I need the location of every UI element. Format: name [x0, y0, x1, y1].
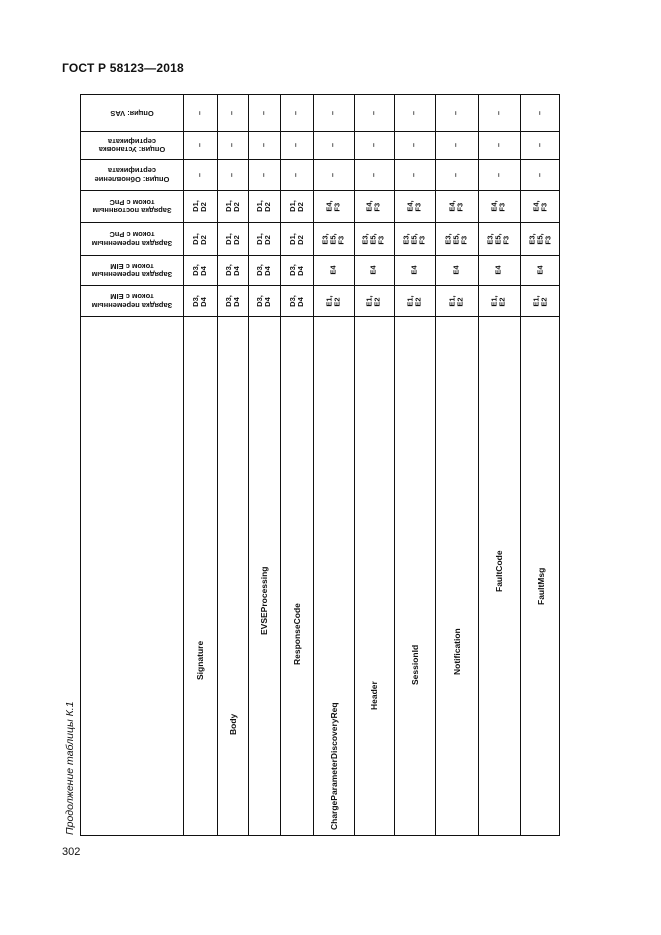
cell-value: –	[328, 110, 338, 116]
cell-value: D1, D2	[254, 200, 272, 212]
element-name: FaultCode	[494, 550, 504, 592]
table-cell	[478, 255, 520, 285]
document-header: ГОСТ Р 58123—2018	[62, 61, 184, 75]
element-name: FaultMsg	[535, 567, 546, 605]
cell-value: –	[368, 172, 378, 177]
cell-value: D1, D2	[223, 232, 241, 245]
cell-value: D3, D4	[287, 294, 305, 307]
table-cell	[394, 159, 435, 190]
cell-value: D3, D4	[287, 264, 305, 276]
table-cell	[520, 159, 561, 190]
element-name: ChargeParameterDiscoveryReq	[328, 702, 339, 830]
cell-value: –	[227, 110, 237, 116]
cell-value: D1, D2	[254, 232, 272, 245]
table-cell	[313, 222, 354, 255]
cell-value: E4, F3	[489, 200, 507, 212]
table-cell	[478, 131, 520, 159]
table-cell	[248, 285, 280, 316]
table-cell	[280, 285, 313, 316]
cell-value: –	[535, 142, 545, 148]
cell-value: –	[409, 110, 419, 116]
cell-value: –	[194, 172, 204, 177]
table-cell	[313, 255, 354, 285]
column-header: Опция: VAS	[110, 109, 154, 119]
column-header: Зарядка переменным током с EIM	[91, 292, 173, 310]
table-cell	[183, 222, 217, 255]
table-cell	[394, 190, 435, 222]
table-cell	[280, 222, 313, 255]
cell-value: E4	[369, 265, 378, 275]
cell-value: E3, E5, F3	[485, 232, 511, 245]
table-cell	[217, 131, 248, 159]
table-cell	[217, 190, 248, 222]
cell-value: –	[258, 110, 268, 116]
table-cell	[280, 190, 313, 222]
cell-value: E4, F3	[447, 200, 465, 212]
column-header: Опция: Установка сертификата	[98, 137, 166, 155]
table-continuation-caption: Продолжение таблицы К.1	[64, 701, 76, 835]
cell-value: E4, F3	[324, 200, 342, 212]
row-divider	[81, 316, 559, 317]
table-cell	[354, 285, 394, 316]
cell-value: D3, D4	[190, 264, 208, 276]
cell-value: D1, D2	[223, 200, 241, 212]
cell-value: –	[291, 142, 301, 148]
cell-value: E4	[328, 265, 338, 275]
cell-value: –	[493, 110, 503, 116]
cell-value: E1, E2	[447, 294, 465, 307]
table-cell	[217, 159, 248, 190]
table-cell	[183, 159, 217, 190]
table-cell	[478, 95, 520, 131]
cell-value: E3, E5, F3	[360, 232, 386, 245]
table-cell	[248, 131, 280, 159]
table-cell	[313, 285, 354, 316]
table-cell	[354, 222, 394, 255]
table-cell	[313, 95, 354, 131]
cell-value: E3, E5, F3	[443, 232, 469, 245]
table-cell	[248, 159, 280, 190]
element-name: Signature	[195, 640, 205, 680]
table-cell	[183, 255, 217, 285]
cell-value: –	[535, 172, 545, 177]
cell-value: –	[493, 172, 503, 177]
table-cell	[248, 190, 280, 222]
cell-value: D3, D4	[254, 264, 272, 276]
cell-value: –	[451, 172, 461, 177]
table-cell	[354, 159, 394, 190]
table-cell	[280, 159, 313, 190]
column-header: Зарядка переменным током с EIM	[91, 262, 173, 280]
table-cell	[217, 95, 248, 131]
table-cell	[183, 95, 217, 131]
cell-value: –	[194, 110, 204, 116]
cell-value: –	[493, 142, 503, 148]
table-cell	[354, 131, 394, 159]
table-cell	[354, 190, 394, 222]
cell-value: D3, D4	[223, 294, 241, 307]
element-name: Header	[369, 681, 379, 710]
table-cell	[313, 159, 354, 190]
table-cell	[435, 159, 478, 190]
cell-value: E3, E5, F3	[527, 232, 553, 245]
cell-value: –	[451, 110, 461, 116]
cell-value: D3, D4	[254, 294, 272, 307]
table-cell	[248, 222, 280, 255]
table-cell	[520, 255, 561, 285]
table-cell	[183, 285, 217, 316]
cell-value: E4	[535, 265, 545, 275]
cell-value: D1, D2	[190, 200, 208, 212]
cell-value: D3, D4	[223, 264, 241, 276]
column-header: Зарядка переменным током с PnC	[91, 230, 173, 248]
table-cell	[248, 255, 280, 285]
table-cell	[394, 255, 435, 285]
table-cell	[435, 190, 478, 222]
table-cell	[520, 95, 561, 131]
cell-value: –	[194, 142, 204, 148]
table-cell	[313, 190, 354, 222]
table-cell	[183, 131, 217, 159]
cell-value: D1, D2	[190, 232, 208, 245]
element-name: EVSEProcessing	[259, 566, 269, 635]
cell-value: –	[535, 110, 545, 116]
element-name: Notification	[451, 628, 462, 675]
cell-value: E1, E2	[489, 294, 507, 307]
cell-value: –	[451, 142, 461, 148]
element-name: SessionId	[409, 644, 420, 685]
table-cell	[478, 222, 520, 255]
table-cell	[394, 95, 435, 131]
cell-value: E1, E2	[405, 294, 423, 307]
table-cell	[183, 190, 217, 222]
table-cell	[520, 190, 561, 222]
table-cell	[478, 159, 520, 190]
cell-value: –	[227, 172, 237, 177]
cell-value: –	[227, 142, 237, 148]
table-cell	[354, 255, 394, 285]
cell-value: –	[409, 172, 419, 177]
table-cell	[435, 95, 478, 131]
cell-value: –	[328, 142, 338, 148]
table-cell	[520, 285, 561, 316]
cell-value: E3, E5, F3	[401, 232, 427, 245]
table-cell	[280, 131, 313, 159]
table-cell	[520, 222, 561, 255]
column-header: Зарядка постоянным током с PnC	[92, 198, 172, 216]
table-cell	[217, 285, 248, 316]
cell-value: –	[328, 172, 338, 177]
table-cell	[280, 255, 313, 285]
table-cell	[313, 131, 354, 159]
cell-value: E4, F3	[405, 200, 423, 212]
cell-value: –	[368, 110, 378, 116]
table-cell	[354, 95, 394, 131]
cell-value: E4, F3	[364, 200, 382, 212]
table-cell	[394, 285, 435, 316]
table-cell	[217, 255, 248, 285]
column-header: Опция: Обновление сертификата	[94, 166, 170, 184]
table-cell	[478, 285, 520, 316]
cell-value: –	[258, 172, 268, 177]
table-cell	[394, 131, 435, 159]
table-cell	[435, 255, 478, 285]
cell-value: D1, D2	[287, 200, 305, 212]
cell-value: –	[409, 142, 419, 148]
cell-value: E1, E2	[324, 294, 342, 307]
rotated-data-table	[80, 94, 560, 836]
cell-value: E4	[494, 265, 503, 275]
element-name: Body	[227, 713, 238, 735]
cell-value: E1, E2	[364, 294, 382, 307]
element-name: ResponseCode	[291, 603, 302, 665]
table-cell	[394, 222, 435, 255]
table-cell	[248, 95, 280, 131]
table-cell	[280, 95, 313, 131]
cell-value: E4	[451, 265, 461, 275]
cell-value: –	[291, 110, 301, 116]
cell-value: –	[258, 142, 268, 148]
cell-value: E3, E5, F3	[320, 232, 346, 245]
cell-value: E4	[409, 265, 419, 275]
cell-value: D3, D4	[190, 294, 208, 307]
cell-value: –	[368, 142, 378, 148]
table-cell	[520, 131, 561, 159]
cell-value: –	[291, 172, 301, 177]
table-cell	[435, 285, 478, 316]
table-cell	[435, 222, 478, 255]
table-cell	[478, 190, 520, 222]
cell-value: E1, E2	[531, 294, 549, 307]
table-cell	[435, 131, 478, 159]
table-cell	[217, 222, 248, 255]
page-number: 302	[62, 846, 81, 858]
cell-value: D1, D2	[287, 232, 305, 245]
cell-value: E4, F3	[531, 200, 549, 212]
